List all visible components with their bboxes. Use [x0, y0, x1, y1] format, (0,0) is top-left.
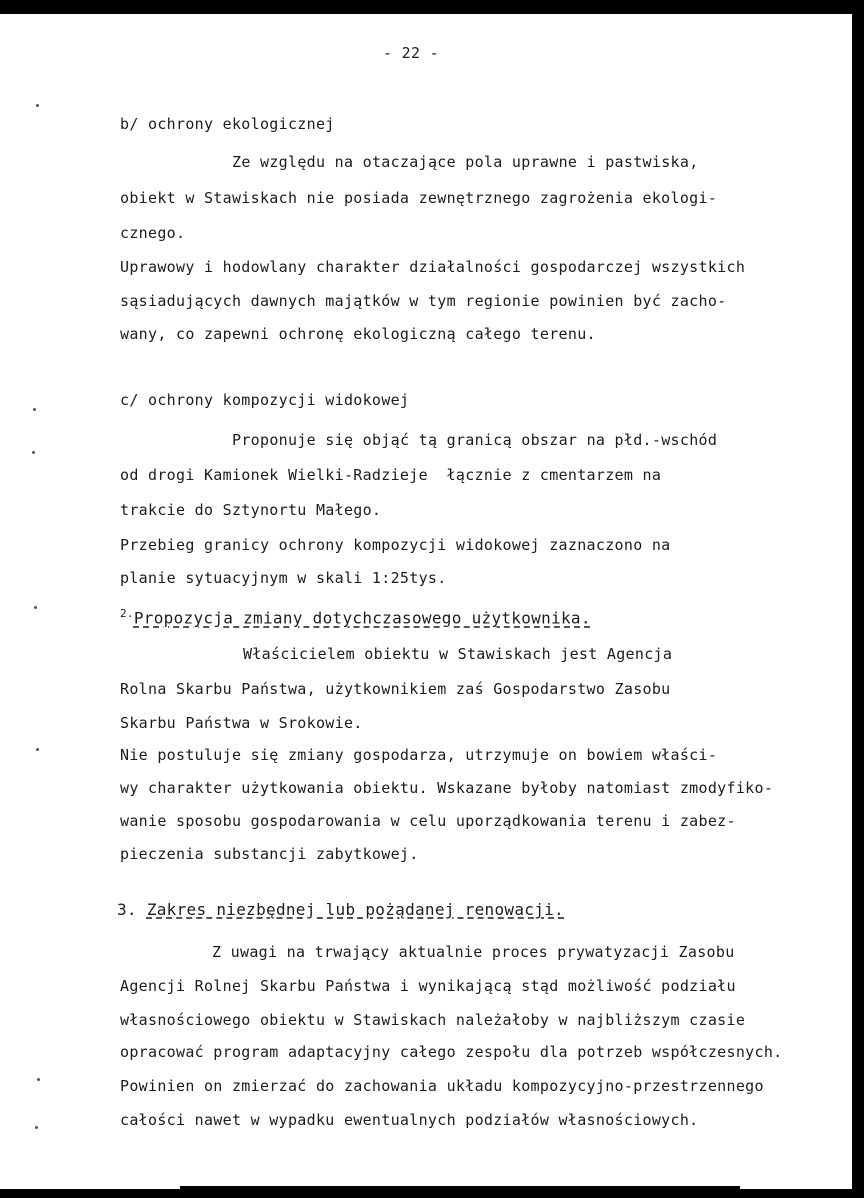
section-number: 3.: [117, 900, 147, 919]
paragraph-line: sąsiadujących dawnych majątków w tym regionie powinien być zacho-: [120, 292, 727, 310]
section-heading-b: b/ ochrony ekologicznej: [120, 115, 335, 133]
paragraph-line: wy charakter użytkowania obiektu. Wskazane byłoby natomiast zmodyfiko-: [120, 779, 774, 797]
section-heading-2: [120, 604, 591, 628]
paragraph-line: wanie sposobu gospodarowania w celu uporządkowania terenu i zabez-: [120, 812, 736, 830]
paragraph-line: Rolna Skarbu Państwa, użytkownikiem zaś Gospodarstwo Zasobu: [120, 680, 671, 698]
paragraph-line: Powinien on zmierzać do zachowania układu kompozycyjno-przestrzennego: [120, 1077, 764, 1095]
scan-frame-right: [852, 0, 864, 1198]
paragraph-line: Przebieg granicy ochrony kompozycji widokowej zaznaczono na: [120, 536, 671, 554]
scan-speck: [37, 1078, 40, 1081]
paragraph-line: pieczenia substancji zabytkowej.: [120, 845, 419, 863]
paragraph-line: od drogi Kamionek Wielki-Radzieje łącznie z cmentarzem na: [120, 466, 662, 484]
scan-speck: [35, 1126, 38, 1129]
section-heading-c: c/ ochrony kompozycji widokowej: [120, 391, 410, 409]
paragraph-line: opracować program adaptacyjny całego zespołu dla potrzeb współczesnych.: [120, 1043, 783, 1061]
paragraph-line: Ze względu na otaczające pola uprawne i pastwiska,: [232, 153, 699, 171]
paragraph-line: Uprawowy i hodowlany charakter działalności gospodarczej wszystkich: [120, 258, 746, 276]
scan-speck: [32, 451, 35, 454]
section-title: Propozycja zmiany dotychczasowego użytkownika.: [133, 608, 591, 628]
section-number: 2.: [120, 607, 134, 620]
paragraph-line: Właścicielem obiektu w Stawiskach jest Agencja: [243, 645, 673, 663]
scan-speck: [36, 104, 39, 107]
paragraph-line: Skarbu Państwa w Srokowie.: [120, 714, 363, 732]
scan-frame-bottom-notch: [180, 1186, 740, 1189]
paragraph-line: planie sytuacyjnym w skali 1:25tys.: [120, 569, 447, 587]
paragraph-line: Proponuje się objąć tą granicą obszar na płd.-wschód: [232, 431, 718, 449]
paragraph-line: całości nawet w wypadku ewentualnych podziałów własnościowych.: [120, 1111, 699, 1129]
scan-speck: [34, 606, 37, 609]
section-heading-3: [117, 900, 564, 920]
paragraph-line: cznego.: [120, 224, 186, 242]
scan-frame-bottom: [0, 1189, 864, 1198]
paragraph-line: Agencji Rolnej Skarbu Państwa i wynikającą stąd możliwość podziału: [120, 977, 736, 995]
section-title: Zakres niezbędnej lub pożądanej renowacji.: [146, 900, 564, 919]
paragraph-line: wany, co zapewni ochronę ekologiczną całego terenu.: [120, 325, 596, 343]
paragraph-line: Nie postuluje się zmiany gospodarza, utrzymuje on bowiem właści-: [120, 746, 718, 764]
scan-speck: [33, 408, 36, 411]
paragraph-line: Z uwagi na trwający aktualnie proces prywatyzacji Zasobu: [212, 943, 735, 961]
page-number: - 22 -: [383, 44, 439, 62]
scan-frame-top: [0, 0, 864, 14]
paragraph-line: własnościowego obiektu w Stawiskach należałoby w najbliższym czasie: [120, 1011, 746, 1029]
scan-speck: [36, 748, 39, 751]
paragraph-line: obiekt w Stawiskach nie posiada zewnętrznego zagrożenia ekologi-: [120, 189, 718, 207]
paragraph-line: trakcie do Sztynortu Małego.: [120, 501, 382, 519]
